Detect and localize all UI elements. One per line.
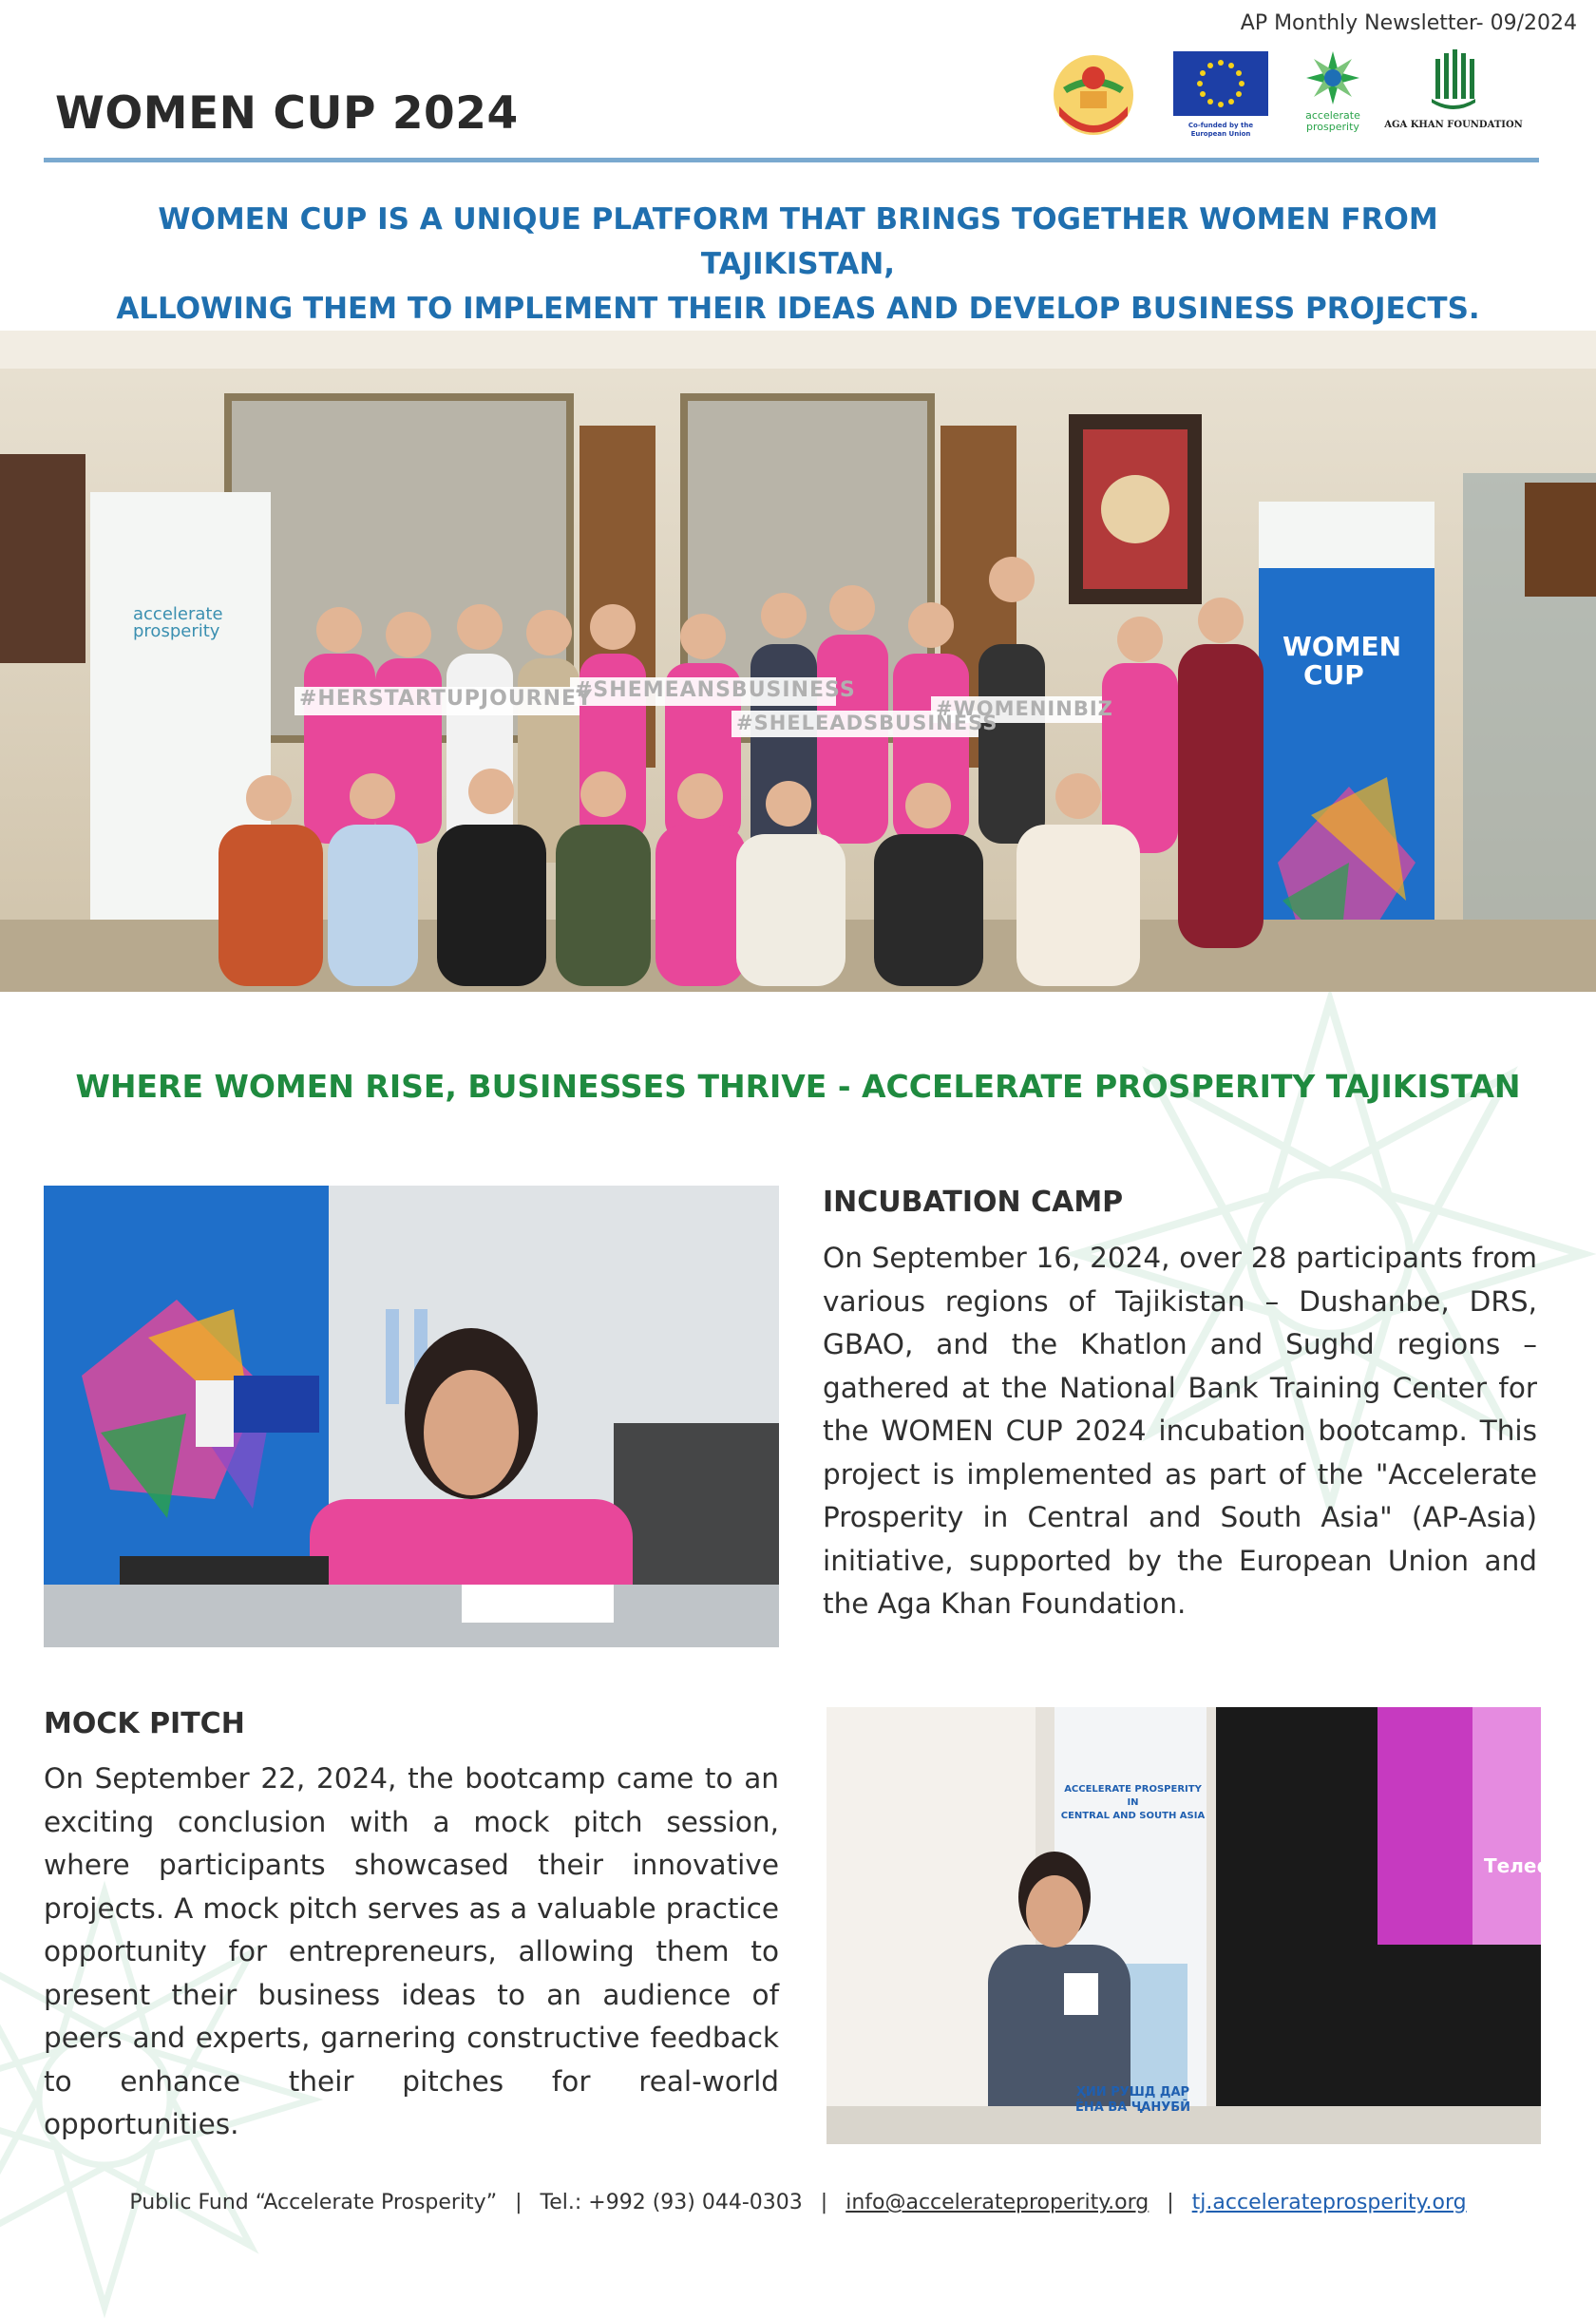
incubation-text: On September 16, 2024, over 28 participants from various regions of Tajikistan – Dushanbe, DRS, GBAO, and the Khatlon and Sughd regions – gathered at the National Bank Training Center for the WOMEN CUP 2024 incubation bootcamp. This project is implemented as part of the "Accelerate Prosperity in Central and South Asia" (AP-Asia) initiative, supported by the European Union and the Aga Khan Foundation. [823,1242,1537,1620]
newsletter-issue: AP Monthly Newsletter- 09/2024 [1240,11,1577,35]
tagline: WHERE WOMEN RISE, BUSINESSES THRIVE - ACCELERATE PROSPERITY TAJIKISTAN [75,1068,1521,1105]
ap-name-1: accelerate [1305,109,1360,122]
mock-pitch-text: On September 22, 2024, the bootcamp came to an exciting conclusion with a mock pitch session, where participants showcased their innovative projects. A mock pitch serves as a valuable practice opportunity for entrepreneurs, allowing them to present their business ideas to an audience of peers and experts, garnering constructive feedback to enhance their pitches for real-world opportunities. [44,1762,779,2140]
mock-pitch-photo [826,1707,1556,2144]
pitch-banner-line: ЁНА ВА ҶАНУБӢ [1074,2100,1191,2115]
page-title: WOMEN CUP 2024 [55,87,519,140]
left-banner-text: accelerate [133,604,223,624]
footer-phone: Tel.: +992 (93) 044-0303 [540,2191,803,2214]
eu-flag-icon [1173,51,1268,116]
pitch-banner-bottom [1059,2085,1206,2116]
pitch-banner-heading [1059,1783,1206,1823]
ap-name-2: prosperity [1306,121,1359,133]
pitch-banner-line: ҲИИ РУШД ДАР [1075,2085,1190,2100]
pitch-banner-line: ACCELERATE PROSPERITY IN [1064,1784,1202,1808]
pitch-banner-line: CENTRAL AND SOUTH ASIA [1060,1811,1206,1821]
footer [0,2191,1596,2214]
group-photo [0,331,1596,992]
footer-email-link[interactable]: info@accelerateproperity.org [846,2191,1150,2214]
intro-line-1: WOMEN CUP IS A UNIQUE PLATFORM THAT BRINGS TOGETHER WOMEN FROM TAJIKISTAN, [158,202,1438,281]
banner-title-line: CUP [1303,659,1364,691]
tajikistan-emblem-logo [1050,49,1137,141]
accelerate-prosperity-logo [1295,49,1371,141]
aga-khan-foundation-logo [1382,49,1525,141]
ap-star-icon [1304,49,1361,106]
eu-flag-logo [1173,51,1268,141]
akf-name: AGA KHAN FOUNDATION [1384,120,1523,130]
partner-logos [1050,49,1525,141]
footer-separator: | [1167,2191,1174,2214]
incubation-photo-illustration [44,1186,779,1647]
akf-emblem-icon [1432,49,1475,108]
presentation-screen-text: Телеф [1484,1854,1556,1877]
left-banner-text: prosperity [133,621,220,641]
intro-line-2: ALLOWING THEM TO IMPLEMENT THEIR IDEAS AND DEVELOP BUSINESS PROJECTS. [116,292,1480,326]
mock-pitch-photo-illustration [826,1707,1541,2144]
hashtag-sign: #WOMENINBIZ [936,697,1113,720]
footer-org: Public Fund “Accelerate Prosperity” [129,2191,498,2214]
left-banner-logo [133,606,223,640]
hashtag-sign: #SHEMEANSBUSINESS [575,678,856,702]
banner-title-line: WOMEN [1282,631,1402,662]
footer-website-link[interactable]: tj.accelerateprosperity.org [1191,2191,1467,2214]
mock-pitch-title: MOCK PITCH [44,1707,245,1740]
footer-separator: | [515,2191,522,2214]
hashtag-sign: #HERSTARTUPJOURNEY [299,687,593,711]
incubation-title: INCUBATION CAMP [823,1186,1124,1219]
header-divider [44,158,1539,162]
eu-caption: Co-funded by the European Union [1188,122,1254,138]
women-cup-banner-title [1282,633,1401,690]
intro-statement [57,198,1539,332]
footer-separator: | [820,2191,828,2214]
hashtag-sign: #SHELEADSBUSINESS [736,712,998,734]
incubation-photo [44,1186,779,1647]
